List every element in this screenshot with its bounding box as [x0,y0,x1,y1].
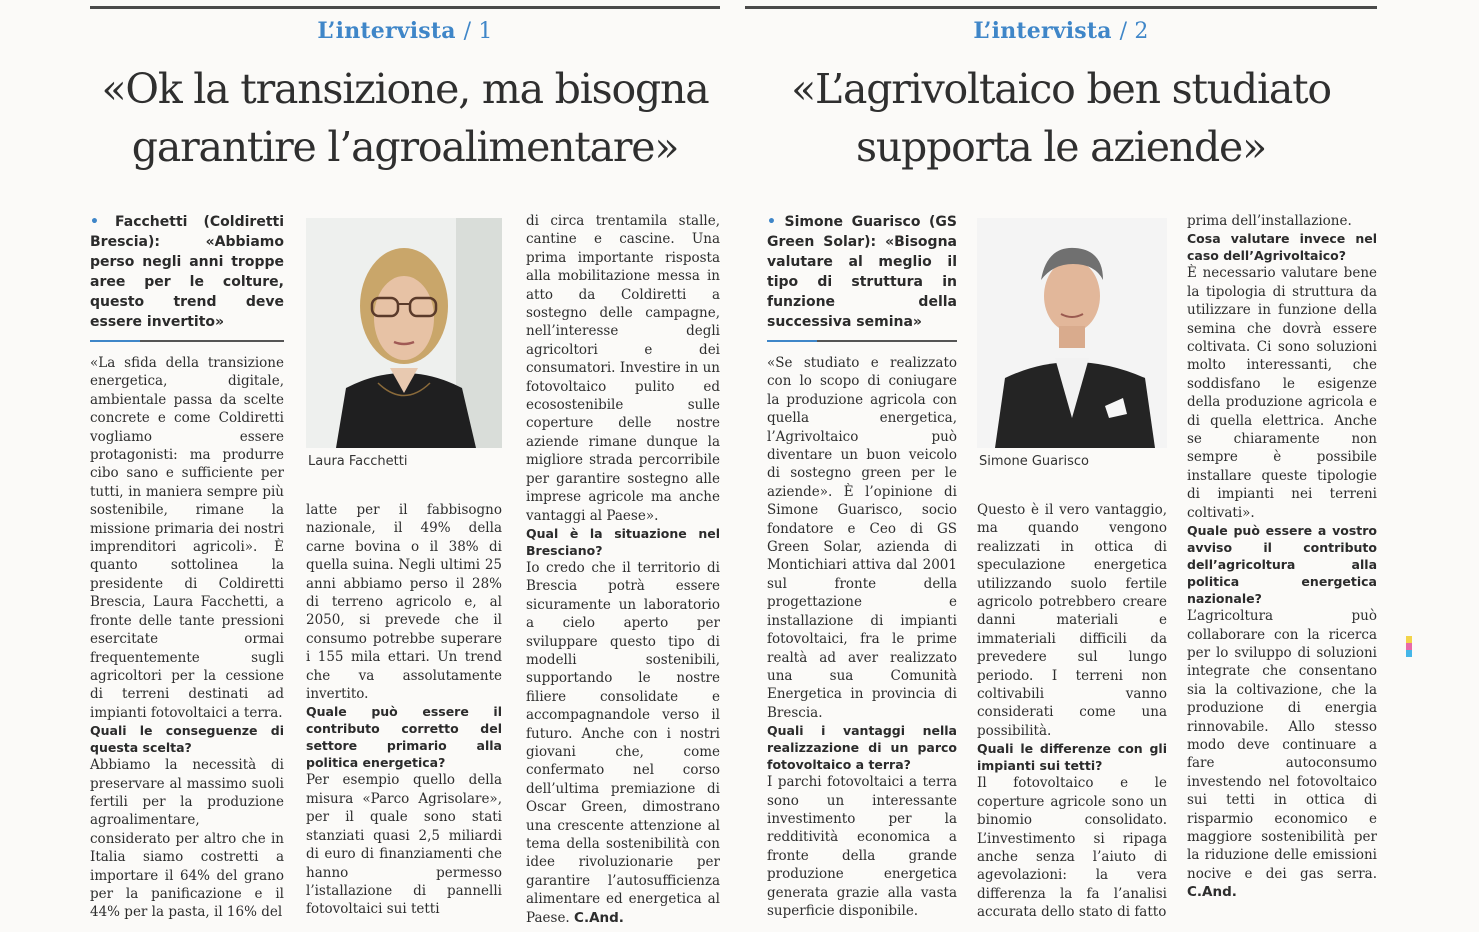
kicker [745,18,1377,44]
kicker-label: L’intervista [317,18,456,44]
column-2-text: Questo è il vero vantaggio, ma quando vengono realizzati in ottica di speculazione energetica utilizzando suolo fertile agricolo potrebbero creare danni materiali e immateriali difficili da prevedere sul lungo periodo. I terreni non coltivabili vanno considerati come una possibilità. [977,502,1167,739]
answer-4-text: L’agricoltura può collaborare con la ricerca per lo sviluppo di soluzioni integrate che consentano sia la coltivazione, che la produzione di energia rinnovabile. Allo stesso modo deve continuare a fare autoconsumo investendo nel fotovoltaico sui tetti in ottica di risparmio economico e maggiore sostenibilità per la riduzione delle emissioni nocive e dei gas serra. [1187,608,1377,882]
portrait-man-image [977,218,1167,448]
portrait-photo [977,218,1167,448]
column-3-text: prima dell’installazione. [1187,213,1352,229]
kicker-label: L’intervista [973,18,1112,44]
answer-2: Per esempio quello della misura «Parco Agrisolare», per il quale sono stati stanziati quasi 2,5 miliardi di euro di finanziamenti che hanno permesso l’istallazione di pannelli fotovoltaici sui tetti [306,772,502,918]
bullet-icon: • [767,214,785,230]
headline: «Ok la transizione, ma bisogna garantire l’agroalimentare» [101,65,709,171]
answer-3: È necessario valutare bene la tipologia di struttura da utilizzare in funzione della semina che dovrà essere coltivata. Ci sono soluzioni molto interessanti, che soddisfano le esigenze della produzione agricola e di quella elettrica. Anche se chiaramente non sempre è possibile installare queste tipologie di impianti nei terreni coltivati». [1187,265,1377,521]
column-3-text: di circa trentamila stalle, cantine e cascine. Una prima importante risposta alla mobilitazione messa in atto da Coldiretti a sostegno delle campagne, nell’interesse degli agricoltori e dei consumatori. Investire in un fotovoltaico pulito ed ecosostenibile sulle coperture delle nostre aziende rimane dunque la migliore strada percorribile per garantire sostegno alle imprese agricole ma anche vantaggi al Paese». [526,213,720,524]
color-registration-mark [1406,636,1412,658]
question-2: Quali le differenze con gli impianti sui tetti? [977,741,1167,774]
signature: C.And. [1187,884,1237,901]
question-3: Qual è la situazione nel Bresciano? [526,525,720,558]
top-rule [90,6,720,9]
interview-2 [745,0,1377,932]
column-3 [1187,212,1377,902]
intro-paragraph: «Se studiato e realizzato con lo scopo di coniugare la produzione agricola con quella energetica, l’Agrivoltaico può diventare un buon veicolo di sostegno green per le aziende». È l’opinione di Simone Guarisco, socio fondatore e Ceo di GS Green Solar, azienda di Montichiari attiva dal 2001 sul fronte della progettazione e installazione di impianti fotovoltaici, fra le prime realtà ad aver realizzato una sua Comunità Energetica in provincia di Brescia. [767,355,957,721]
question-1: Quali i vantaggi nella realizzazione di un parco fotovoltaico a terra? [767,723,957,773]
column-3 [526,212,720,927]
answer-3 [526,559,720,927]
photo-caption: Simone Guarisco [979,454,1089,469]
column-1 [767,212,957,920]
portrait-woman-image [306,218,502,448]
column-2 [306,218,502,919]
headline: «L’agrivoltaico ben studiato supporta le aziende» [791,65,1331,171]
kicker-number: / 1 [463,19,493,44]
bullet-icon: • [90,214,116,230]
summary [767,212,957,332]
column-1 [90,212,284,922]
answer-1: I parchi fotovoltaici a terra sono un interessante investimento per la redditività economica a fronte della grande produzione energetica generata grazie alla vasta superficie disponibile. [767,774,957,919]
column-2 [977,218,1167,922]
column-2-text: latte per il fabbisogno nazionale, il 49% della carne bovina o il 38% di quella suina. Negli ultimi 25 anni abbiamo perso il 28% di terreno agricolo e, al 2050, si prevede che il consumo potrebbe superare i 155 mila ettari. Un trend che va assolutamente invertito. [306,502,502,703]
question-1: Quali le conseguenze di questa scelta? [90,723,284,756]
answer-1: Abbiamo la necessità di preservare al massimo suoli fertili per la produzione agroalimentare, considerato per altro che in Italia siamo costretti a importare il 64% del grano per la panificazione e il 44% per la pasta, il 16% del [90,757,284,921]
interview-1 [90,0,720,932]
question-3: Cosa valutare invece nel caso dell’Agrivoltaico? [1187,231,1377,264]
answer-3-text: Io credo che il territorio di Brescia potrà essere sicuramente un laboratorio a cielo aperto per sviluppare questo tipo di modelli sostenibili, supportando le nostre filiere consolidate e accompagnandole verso il futuro. Anche con i nostri giovani che, come confermato nel corso dell’ultima premiazione di Oscar Green, dimostrano una crescente attenzione al tema della sostenibilità con idee rivoluzionarie per garantire l’autosufficienza alimentare ed energetica al Paese. [526,559,720,926]
signature: C.And. [574,909,624,926]
answer-4 [1187,607,1377,902]
summary-text: Simone Guarisco (GS Green Solar): «Bisogna valutare al meglio il tipo di struttura in funzione della successiva semina» [767,214,957,330]
question-4: Quale può essere a vostro avviso il contributo dell’agricoltura alla politica energetica nazionale? [1187,523,1377,607]
summary-text: Facchetti (Coldiretti Brescia): «Abbiamo perso negli anni troppe aree per le colture, questo trend deve essere invertito» [90,214,284,330]
summary-rule [90,340,284,342]
photo-caption: Laura Facchetti [308,454,408,469]
intro-paragraph: «La sfida della transizione energetica, digitale, ambientale passa da scelte concrete e come Coldiretti vogliamo essere protagonisti: ma produrre cibo sano e sufficiente per tutti, in maniera sempre più sostenibile, rimane la missione primaria dei nostri imprenditori agricoli». È quanto sottolinea la presidente di Coldiretti Brescia, Laura Facchetti, a fronte delle tante pressioni esercitate ormai frequentemente sugli agricoltori per la cessione di terreni destinati ad impianti fotovoltaici a terra. [90,355,284,721]
top-rule [745,6,1377,9]
kicker [90,18,720,44]
portrait-photo [306,218,502,448]
summary [90,212,284,332]
question-2: Quale può essere il contributo corretto del settore primario alla politica energetica? [306,704,502,771]
kicker-number: / 2 [1119,19,1149,44]
summary-rule [767,340,957,342]
answer-2: Il fotovoltaico e le coperture agricole sono un binomio consolidato. L’investimento si ripaga anche senza l’aiuto di agevolazioni: la vera differenza la fa l’analisi accurata dello stato di fatto [977,775,1167,921]
